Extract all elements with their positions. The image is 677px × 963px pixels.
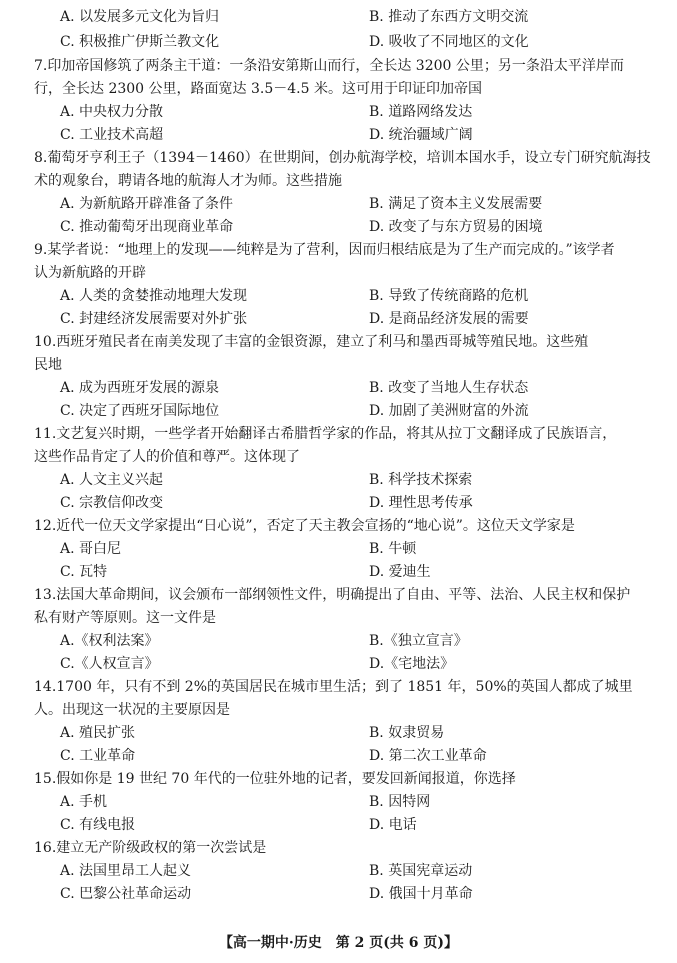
question-15-option-c: C. 有线电报: [60, 817, 136, 833]
question-10-option-b: B. 改变了当地人生存状态: [369, 380, 529, 396]
question-13-option-b: B.《独立宣言》: [369, 633, 468, 649]
question-11-stem: 11.文艺复兴时期，一些学者开始翻译古希腊哲学家的作品，将其从拉丁文翻译成了民族语言，: [34, 426, 617, 442]
question-9-option-a: A. 人类的贪婪推动地理大发现: [60, 288, 248, 304]
question-12-option-b: B. 牛顿: [369, 541, 417, 557]
question-8-option-a: A. 为新航路开辟准备了条件: [60, 196, 234, 212]
question-16-option-a: A. 法国里昂工人起义: [60, 863, 192, 879]
option-d: D. 吸收了不同地区的文化: [369, 34, 529, 50]
question-11-option-b: B. 科学技术探索: [369, 472, 473, 488]
question-10-stem: 民地: [34, 357, 62, 373]
question-7-stem: 行，全长达 2300 公里，路面宽达 3.5－4.5 米。这可用于印证印加帝国: [34, 81, 482, 97]
question-16-stem: 16.建立无产阶级政权的第一次尝试是: [34, 840, 267, 856]
question-14-option-d: D. 第二次工业革命: [369, 748, 487, 764]
question-12-option-d: D. 爱迪生: [369, 564, 431, 580]
question-12-option-c: C. 瓦特: [60, 564, 108, 580]
question-7-option-c: C. 工业技术高超: [60, 127, 164, 143]
question-16-option-d: D. 俄国十月革命: [369, 886, 473, 902]
question-12-option-a: A. 哥白尼: [60, 541, 122, 557]
question-8-stem: 术的观象台，聘请各地的航海人才为师。这些措施: [34, 173, 342, 189]
question-11-option-c: C. 宗教信仰改变: [60, 495, 164, 511]
question-10-option-a: A. 成为西班牙发展的源泉: [60, 380, 220, 396]
option-c: C. 积极推广伊斯兰教文化: [60, 34, 220, 50]
question-13-option-c: C.《人权宣言》: [60, 656, 159, 672]
question-13-option-d: D.《宅地法》: [369, 656, 455, 672]
question-15-stem: 15.假如你是 19 世纪 70 年代的一位驻外地的记者，要发回新闻报道，你选择: [34, 771, 516, 787]
page-footer: 【高一期中·历史 第 2 页(共 6 页)】: [218, 935, 459, 951]
option-a: A. 以发展多元文化为旨归: [60, 9, 220, 25]
question-8-option-c: C. 推动葡萄牙出现商业革命: [60, 219, 234, 235]
question-14-stem: 人。出现这一状况的主要原因是: [34, 702, 230, 718]
question-14-option-c: C. 工业革命: [60, 748, 136, 764]
option-b: B. 推动了东西方文明交流: [369, 9, 529, 25]
question-9-stem: 认为新航路的开辟: [34, 265, 146, 281]
question-8-option-d: D. 改变了与东方贸易的困境: [369, 219, 543, 235]
question-11-stem: 这些作品肯定了人的价值和尊严。这体现了: [34, 449, 300, 465]
question-9-option-c: C. 封建经济发展需要对外扩张: [60, 311, 248, 327]
question-15-option-d: D. 电话: [369, 817, 417, 833]
question-12-stem: 12.近代一位天文学家提出“日心说”，否定了天主教会宣扬的“地心说”。这位天文学家是: [34, 518, 575, 534]
question-7-option-d: D. 统治疆域广阔: [369, 127, 473, 143]
question-14-stem: 14.1700 年，只有不到 2%的英国居民在城市里生活；到了 1851 年，50%的英国人都成了城里: [34, 679, 633, 695]
question-14-option-b: B. 奴隶贸易: [369, 725, 445, 741]
question-9-option-d: D. 是商品经济发展的需要: [369, 311, 529, 327]
question-9-option-b: B. 导致了传统商路的危机: [369, 288, 529, 304]
question-10-option-d: D. 加剧了美洲财富的外流: [369, 403, 529, 419]
question-11-option-a: A. 人文主义兴起: [60, 472, 164, 488]
question-15-option-a: A. 手机: [60, 794, 108, 810]
question-10-option-c: C. 决定了西班牙国际地位: [60, 403, 220, 419]
question-7-option-a: A. 中央权力分散: [60, 104, 164, 120]
question-13-stem: 13.法国大革命期间，议会颁布一部纲领性文件，明确提出了自由、平等、法治、人民主权和保护: [34, 587, 631, 603]
question-16-option-c: C. 巴黎公社革命运动: [60, 886, 192, 902]
question-10-stem: 10.西班牙殖民者在南美发现了丰富的金银资源，建立了利马和墨西哥城等殖民地。这些殖: [34, 334, 589, 350]
question-11-option-d: D. 理性思考传承: [369, 495, 473, 511]
question-15-option-b: B. 因特网: [369, 794, 431, 810]
question-9-stem: 9.某学者说：“地理上的发现——纯粹是为了营利，因而归根结底是为了生产而完成的。”该学者: [34, 242, 615, 258]
question-8-stem: 8.葡萄牙亨利王子（1394－1460）在世期间，创办航海学校，培训本国水手，设立专门研究航海技: [34, 150, 651, 166]
question-7-option-b: B. 道路网络发达: [369, 104, 473, 120]
question-13-option-a: A.《权利法案》: [60, 633, 159, 649]
question-14-option-a: A. 殖民扩张: [60, 725, 136, 741]
question-8-option-b: B. 满足了资本主义发展需要: [369, 196, 543, 212]
question-13-stem: 私有财产等原则。这一文件是: [34, 610, 216, 626]
question-16-option-b: B. 英国宪章运动: [369, 863, 473, 879]
question-7-stem: 7.印加帝国修筑了两条主干道：一条沿安第斯山而行，全长达 3200 公里；另一条沿太平洋岸而: [34, 58, 624, 74]
